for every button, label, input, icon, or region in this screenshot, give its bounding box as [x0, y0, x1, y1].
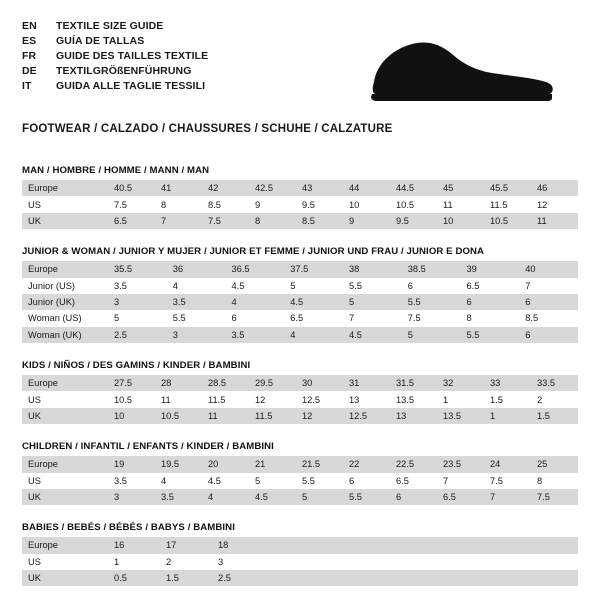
- language-code: DE: [22, 64, 37, 77]
- size-cell: 0.5: [108, 570, 160, 586]
- size-cell: 7.5: [108, 196, 155, 212]
- section-junior-woman: [22, 246, 578, 343]
- size-cell: 11.5: [202, 391, 249, 407]
- size-cell: 5: [108, 310, 167, 326]
- table-row: [22, 213, 578, 229]
- size-cell: 6: [343, 473, 390, 489]
- size-cell: 13.5: [437, 408, 484, 424]
- table-row: [22, 570, 578, 586]
- language-row: [22, 78, 208, 93]
- row-label: UK: [22, 408, 108, 424]
- size-cell: 12: [296, 408, 343, 424]
- size-cell: 7: [155, 213, 202, 229]
- size-cell: 1.5: [484, 391, 531, 407]
- size-cell: 3.5: [155, 489, 202, 505]
- language-row: [22, 33, 208, 48]
- section-children: [22, 441, 578, 505]
- size-cell: 1.5: [160, 570, 212, 586]
- size-cell: 44.5: [390, 180, 437, 196]
- size-cell: 13: [343, 391, 390, 407]
- size-cell: 11: [155, 391, 202, 407]
- size-cell: 31: [343, 375, 390, 391]
- table-row: [22, 278, 578, 294]
- size-cell: 11: [531, 213, 578, 229]
- row-label: Junior (UK): [22, 294, 108, 310]
- size-cell: 19: [108, 456, 155, 472]
- row-label: UK: [22, 489, 108, 505]
- size-cell: 20: [202, 456, 249, 472]
- table-row: [22, 537, 578, 553]
- dress-shoe-icon: [366, 32, 556, 109]
- size-cell: 10: [437, 213, 484, 229]
- size-cell: 37.5: [284, 261, 343, 277]
- language-text: TEXTILGRÖßENFÜHRUNG: [56, 64, 192, 77]
- size-cell: 6.5: [461, 278, 520, 294]
- language-code: FR: [22, 49, 37, 62]
- language-code: EN: [22, 19, 37, 32]
- row-label: US: [22, 391, 108, 407]
- table-row: [22, 261, 578, 277]
- size-cell: 1.5: [531, 408, 578, 424]
- table-row: [22, 456, 578, 472]
- size-cell: 2: [531, 391, 578, 407]
- size-cell: 19.5: [155, 456, 202, 472]
- size-cell: 6: [519, 327, 578, 343]
- row-label: US: [22, 554, 108, 570]
- size-cell: 29.5: [249, 375, 296, 391]
- size-cell: 21.5: [296, 456, 343, 472]
- size-cell: 5.5: [343, 278, 402, 294]
- size-cell: 11: [202, 408, 249, 424]
- table-row: [22, 196, 578, 212]
- size-cell: 6: [226, 310, 285, 326]
- size-cell: 18: [212, 537, 264, 553]
- size-cell: 3.5: [226, 327, 285, 343]
- size-cell: 30: [296, 375, 343, 391]
- size-cell: 5: [402, 327, 461, 343]
- size-cell: 5: [343, 294, 402, 310]
- table-row: [22, 310, 578, 326]
- row-label: Europe: [22, 180, 108, 196]
- size-cell: 4.5: [202, 473, 249, 489]
- size-cell: 6: [461, 294, 520, 310]
- size-table-children: [22, 456, 578, 505]
- size-cell: 32: [437, 375, 484, 391]
- size-cell: 28: [155, 375, 202, 391]
- size-cell: 9: [249, 196, 296, 212]
- size-cell: 3: [108, 294, 167, 310]
- size-cell: 10: [343, 196, 390, 212]
- size-cell: 8.5: [296, 213, 343, 229]
- size-cell: 1: [108, 554, 160, 570]
- table-row: [22, 327, 578, 343]
- size-cell: 7: [343, 310, 402, 326]
- size-cell: 27.5: [108, 375, 155, 391]
- size-cell: 8: [461, 310, 520, 326]
- size-cell: 8.5: [519, 310, 578, 326]
- size-cell: 10.5: [108, 391, 155, 407]
- size-cell: 6.5: [390, 473, 437, 489]
- size-cell: 4.5: [226, 278, 285, 294]
- section-title: MAN / HOMBRE / HOMME / MANN / MAN: [22, 165, 210, 176]
- size-cell: 3.5: [108, 278, 167, 294]
- size-cell: 6: [519, 294, 578, 310]
- section-man: [22, 165, 578, 229]
- size-cell: 7.5: [402, 310, 461, 326]
- size-cell: 7.5: [531, 489, 578, 505]
- section-kids: [22, 360, 578, 424]
- size-cell: 10.5: [390, 196, 437, 212]
- size-cell: 13: [390, 408, 437, 424]
- language-row: [22, 18, 208, 33]
- table-row: [22, 554, 578, 570]
- size-cell: 42.5: [249, 180, 296, 196]
- language-code: ES: [22, 34, 37, 47]
- size-cell: 22.5: [390, 456, 437, 472]
- row-label: Europe: [22, 261, 108, 277]
- page-title: FOOTWEAR / CALZADO / CHAUSSURES / SCHUHE / CALZATURE: [22, 123, 393, 135]
- size-cell: 10: [108, 408, 155, 424]
- row-label: Woman (US): [22, 310, 108, 326]
- size-cell: 4: [226, 294, 285, 310]
- table-row: [22, 294, 578, 310]
- section-babies: [22, 522, 578, 586]
- size-cell: 45.5: [484, 180, 531, 196]
- table-row: [22, 375, 578, 391]
- language-text: GUIDE DES TAILLES TEXTILE: [56, 49, 209, 62]
- size-cell: 40.5: [108, 180, 155, 196]
- size-cell: 23.5: [437, 456, 484, 472]
- size-cell: 8: [155, 196, 202, 212]
- size-cell: 7: [484, 489, 531, 505]
- size-cell: 41: [155, 180, 202, 196]
- size-table-kids: [22, 375, 578, 424]
- section-title: CHILDREN / INFANTIL / ENFANTS / KINDER / BAMBINI: [22, 441, 274, 453]
- size-cell: 24: [484, 456, 531, 472]
- table-row: [22, 408, 578, 424]
- language-row: [22, 48, 208, 63]
- size-cell: 4: [155, 473, 202, 489]
- section-title: JUNIOR & WOMAN / JUNIOR Y MUJER / JUNIOR ET FEMME / JUNIOR UND FRAU / JUNIOR E DONA: [22, 246, 485, 258]
- section-title: KIDS / NIÑOS / DES GAMINS / KINDER / BAMBINI: [22, 360, 251, 371]
- size-cell: 6: [390, 489, 437, 505]
- size-cell: 4: [202, 489, 249, 505]
- size-cell: 43: [296, 180, 343, 196]
- size-cell: 17: [160, 537, 212, 553]
- size-cell-empty: [264, 554, 578, 570]
- row-label: Junior (US): [22, 278, 108, 294]
- size-cell: 36.5: [226, 261, 285, 277]
- size-cell: 6: [402, 278, 461, 294]
- size-cell: 7: [437, 473, 484, 489]
- size-cell: 7.5: [484, 473, 531, 489]
- row-label: Woman (UK): [22, 327, 108, 343]
- size-cell: 2: [160, 554, 212, 570]
- size-cell: 4.5: [284, 294, 343, 310]
- size-cell: 7.5: [202, 213, 249, 229]
- size-cell: 8: [531, 473, 578, 489]
- size-cell: 42: [202, 180, 249, 196]
- language-text: GUIDA ALLE TAGLIE TESSILI: [56, 79, 206, 92]
- size-cell: 9.5: [390, 213, 437, 229]
- language-code: IT: [22, 79, 32, 92]
- size-cell: 5.5: [343, 489, 390, 505]
- table-row: [22, 489, 578, 505]
- size-cell: 9: [343, 213, 390, 229]
- table-row: [22, 391, 578, 407]
- size-cell: 2.5: [212, 570, 264, 586]
- size-cell: 6.5: [108, 213, 155, 229]
- size-cell: 5: [296, 489, 343, 505]
- size-table-man: [22, 180, 578, 229]
- size-cell: 10.5: [155, 408, 202, 424]
- size-cell: 8.5: [202, 196, 249, 212]
- row-label: UK: [22, 570, 108, 586]
- size-table-babies: [22, 537, 578, 586]
- size-cell: 21: [249, 456, 296, 472]
- size-cell: 3: [108, 489, 155, 505]
- size-cell: 25: [531, 456, 578, 472]
- size-cell-empty: [264, 537, 578, 553]
- table-row: [22, 180, 578, 196]
- row-label: US: [22, 196, 108, 212]
- language-list: [22, 18, 208, 93]
- size-cell: 6.5: [284, 310, 343, 326]
- size-cell: 38: [343, 261, 402, 277]
- size-cell: 4: [284, 327, 343, 343]
- size-cell: 39: [461, 261, 520, 277]
- size-cell: 28.5: [202, 375, 249, 391]
- size-cell: 3.5: [108, 473, 155, 489]
- size-cell: 5.5: [402, 294, 461, 310]
- row-label: Europe: [22, 375, 108, 391]
- size-cell: 3: [167, 327, 226, 343]
- size-cell: 16: [108, 537, 160, 553]
- size-cell: 12: [249, 391, 296, 407]
- language-row: [22, 63, 208, 78]
- size-cell: 6.5: [437, 489, 484, 505]
- size-cell: 5: [284, 278, 343, 294]
- size-cell: 2.5: [108, 327, 167, 343]
- size-cell: 12: [531, 196, 578, 212]
- size-cell-empty: [264, 570, 578, 586]
- size-cell: 22: [343, 456, 390, 472]
- row-label: Europe: [22, 537, 108, 553]
- size-cell: 10.5: [484, 213, 531, 229]
- size-cell: 9.5: [296, 196, 343, 212]
- size-cell: 36: [167, 261, 226, 277]
- size-cell: 33.5: [531, 375, 578, 391]
- size-cell: 35.5: [108, 261, 167, 277]
- row-label: UK: [22, 213, 108, 229]
- size-cell: 11.5: [249, 408, 296, 424]
- size-cell: 8: [249, 213, 296, 229]
- size-cell: 3.5: [167, 294, 226, 310]
- language-text: GUÍA DE TALLAS: [56, 34, 145, 47]
- size-table-junior-woman: [22, 261, 578, 343]
- size-cell: 4.5: [249, 489, 296, 505]
- size-cell: 7: [519, 278, 578, 294]
- size-cell: 12.5: [296, 391, 343, 407]
- size-cell: 11.5: [484, 196, 531, 212]
- size-cell: 44: [343, 180, 390, 196]
- language-text: TEXTILE SIZE GUIDE: [56, 19, 164, 32]
- size-cell: 1: [484, 408, 531, 424]
- size-cell: 4.5: [343, 327, 402, 343]
- size-cell: 31.5: [390, 375, 437, 391]
- size-cell: 46: [531, 180, 578, 196]
- size-cell: 3: [212, 554, 264, 570]
- size-cell: 12.5: [343, 408, 390, 424]
- size-cell: 40: [519, 261, 578, 277]
- section-title: BABIES / BEBÉS / BÉBÉS / BABYS / BAMBINI: [22, 522, 235, 534]
- size-cell: 38.5: [402, 261, 461, 277]
- row-label: US: [22, 473, 108, 489]
- size-cell: 45: [437, 180, 484, 196]
- size-cell: 5: [249, 473, 296, 489]
- size-cell: 5.5: [167, 310, 226, 326]
- size-cell: 33: [484, 375, 531, 391]
- size-cell: 5.5: [461, 327, 520, 343]
- table-row: [22, 473, 578, 489]
- row-label: Europe: [22, 456, 108, 472]
- size-cell: 13.5: [390, 391, 437, 407]
- size-cell: 11: [437, 196, 484, 212]
- size-cell: 1: [437, 391, 484, 407]
- document-header: [22, 18, 578, 109]
- size-cell: 5.5: [296, 473, 343, 489]
- size-cell: 4: [167, 278, 226, 294]
